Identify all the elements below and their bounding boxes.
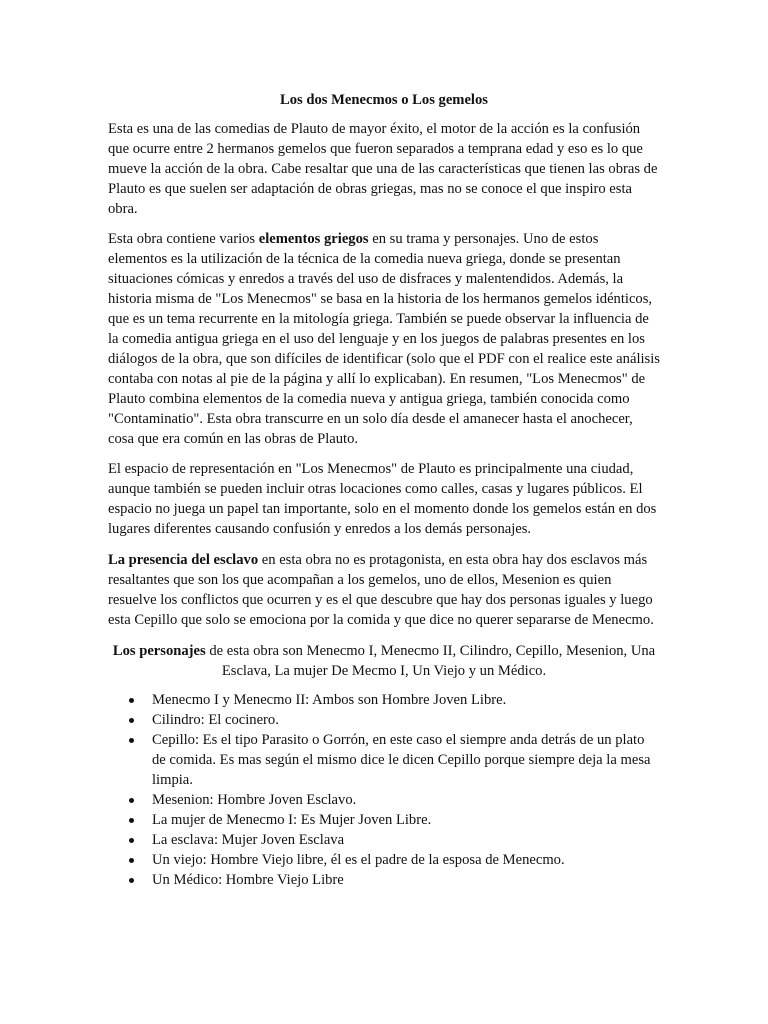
document-title: Los dos Menecmos o Los gemelos [280,92,488,108]
paragraph-intro: Esta es una de las comedias de Plauto de mayor éxito, el motor de la acción es la confusión que ocurre entre 2 hermanos gemelos que fueron separados a temprana edad y eso es lo que mueve la acción de la obra. Cabe resaltar que una de las características que tienen las obras de Plauto es que suelen ser adaptación de obras griegas, mas no se conoce el que inspiro esta obra. [108,120,658,217]
list-item: Un viejo: Hombre Viejo libre, él es el padre de la esposa de Menecmo. [152,851,660,871]
list-item: Cilindro: El cocinero. [152,711,660,731]
list-item: Mesenion: Hombre Joven Esclavo. [152,791,660,811]
paragraph-greek-elements-body: en su trama y personajes. Uno de estos elementos es la utilización de la técnica de la comedia nueva griega, donde se presentan situaciones cómicas y enredos a través del uso de disfraces y malentendidos. Además, la historia misma de "Los Menecmos" se basa en la historia de los hermanos gemelos idénticos, que es un tema recurrente en la mitología griega. También se puede observar la influencia de la comedia antigua griega en el uso del lenguaje y en los juegos de palabras presentes en los diálogos de la obra, que son difíciles de identificar (solo que el PDF con el realice este análisis contaba con notas al pie de la página y allí lo explicaban). En resumen, "Los Menecmos" de Plauto combina elementos de la comedia nueva y antigua griega, también conocida como "Contaminatio". Esta obra transcurre en un solo día desde el amanecer hasta el anochecer, cosa que era común en las obras de Plauto. [108,231,660,447]
paragraph-greek-elements-lead: Esta obra contiene varios [108,231,259,248]
list-item: La esclava: Mujer Joven Esclava [152,831,660,851]
list-item: Menecmo I y Menecmo II: Ambos son Hombre Joven Libre. [152,691,660,711]
list-item: Cepillo: Es el tipo Parasito o Gorrón, en este caso el siempre anda detrás de un plato de comida. Es mas según el mismo dice le dicen Cepillo porque siempre deja la mesa limpia. [152,731,660,791]
paragraph-slave-body: en esta obra no es protagonista, en esta obra hay dos esclavos más resaltantes que son los que acompañan a los gemelos, uno de ellos, Mesenion es quien resuelve los conflictos que ocurren y es el que descubre que hay dos personas iguales y luego esta Cepillo que solo se emociona por la comida y que dice no querer separarse de Menecmo. [108,552,654,628]
slave-emphasis: La presencia del esclavo [108,552,259,569]
paragraph-greek-elements [108,230,660,449]
characters-list [108,691,660,890]
greek-elements-emphasis: elementos griegos [258,231,369,248]
paragraph-space: El espacio de representación en "Los Menecmos" de Plauto es principalmente una ciudad, aunque también se pueden incluir otras locaciones como calles, casas y lugares públicos. El espacio no juega un papel tan importante, solo en el momento donde los gemelos están en dos lugares diferentes causando confusión y enredos a los demás personajes. [108,461,657,538]
document-page [108,88,660,891]
list-item: Un Médico: Hombre Viejo Libre [152,871,660,891]
list-item: La mujer de Menecmo I: Es Mujer Joven Libre. [152,811,660,831]
paragraph-characters-body: de esta obra son Menecmo I, Menecmo II, Cilindro, Cepillo, Mesenion, Una Esclava, La mujer De Mecmo I, Un Viejo y un Médico. [205,642,656,679]
paragraph-slave [108,551,660,631]
paragraph-characters [108,642,660,682]
characters-emphasis: Los personajes [112,642,206,659]
